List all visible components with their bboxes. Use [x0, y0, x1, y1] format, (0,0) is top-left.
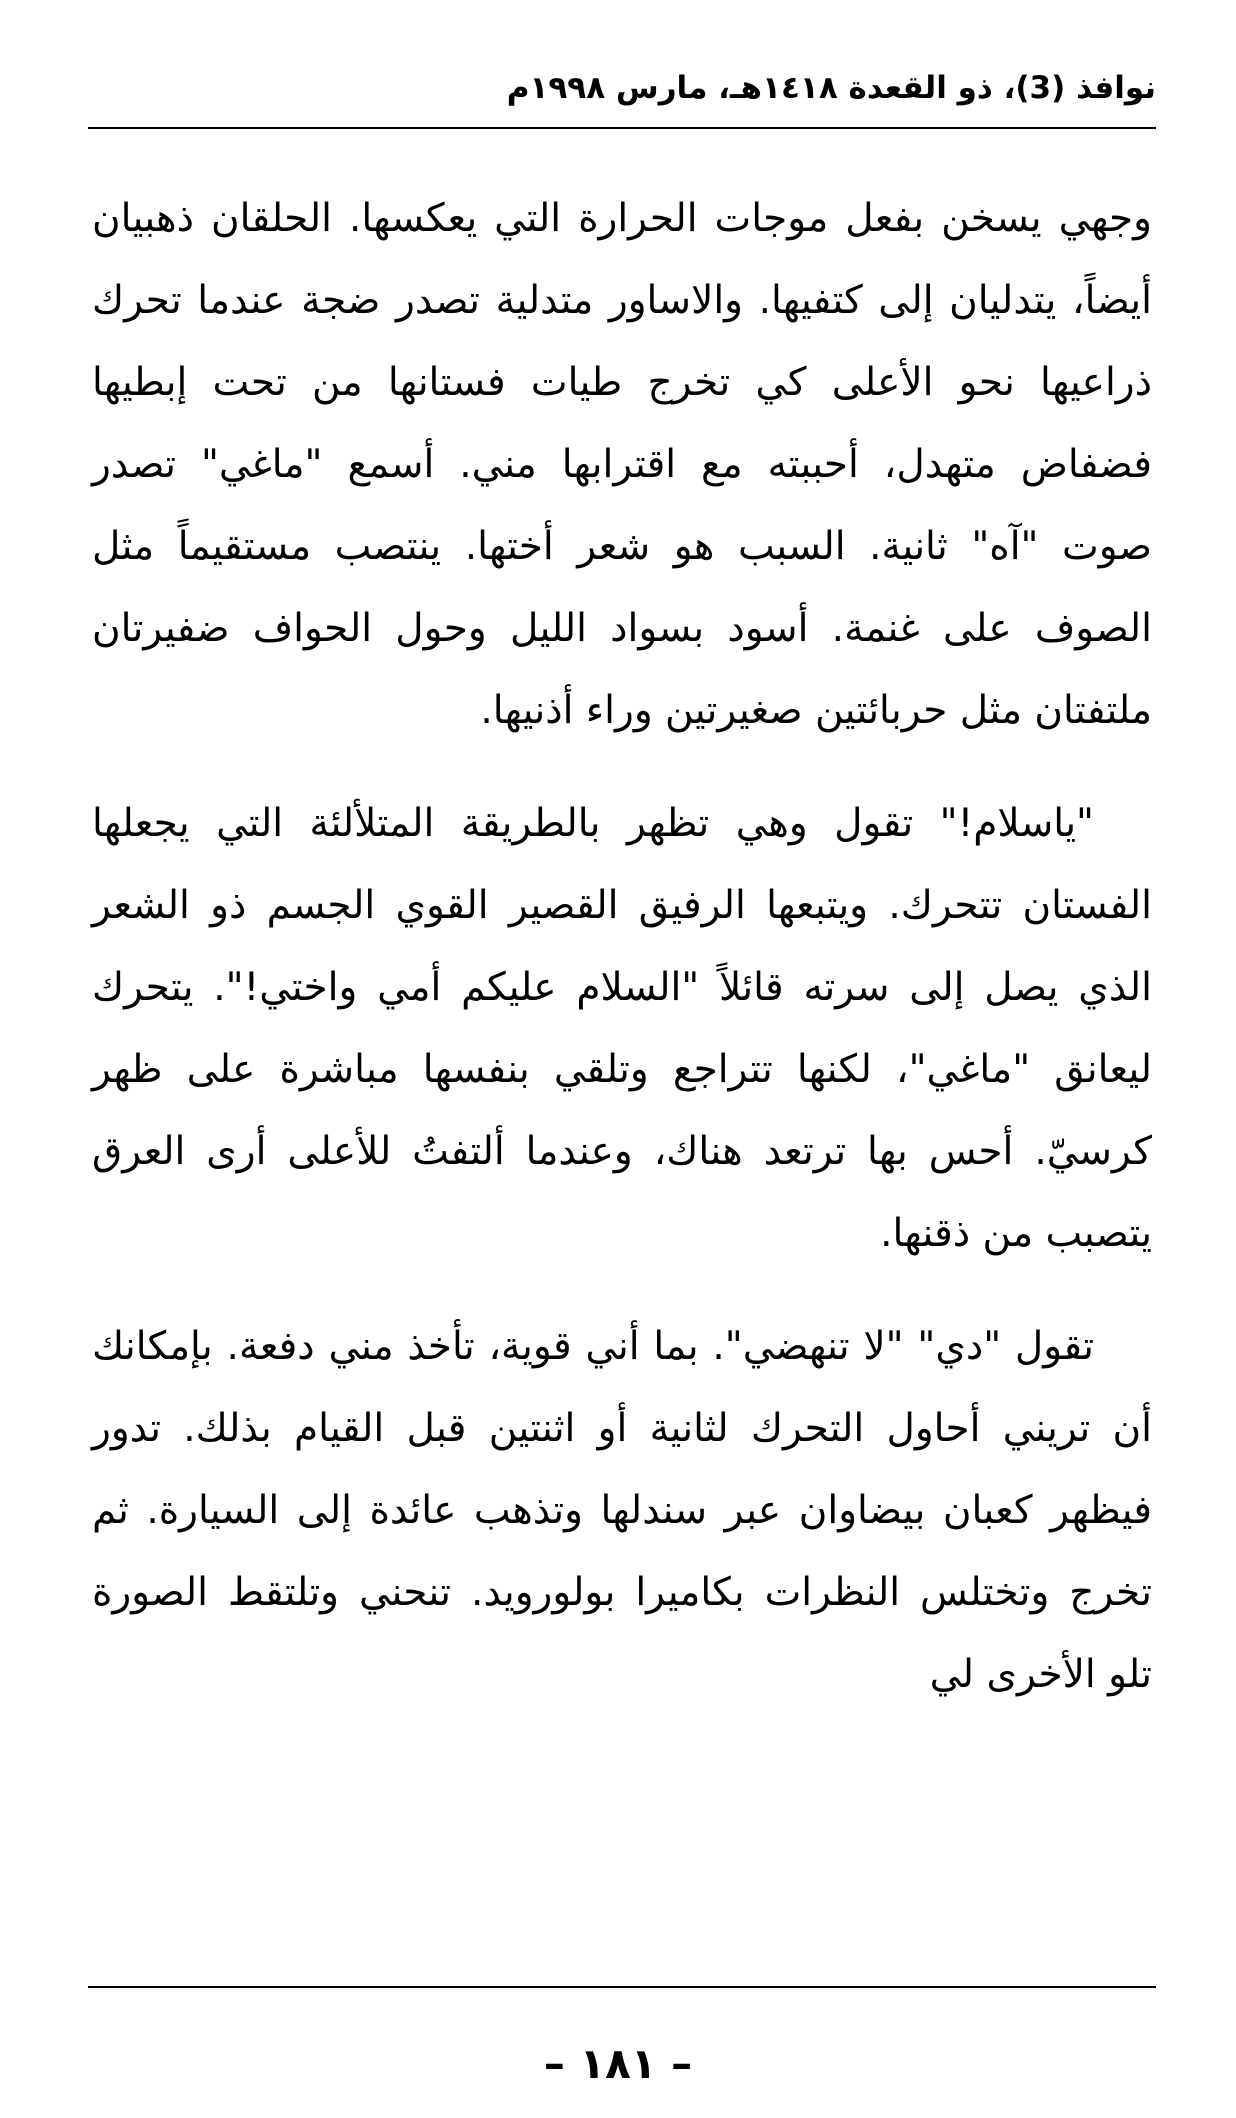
paragraph: وجهي يسخن بفعل موجات الحرارة التي يعكسها. الحلقان ذهبيان أيضاً، يتدليان إلى كتفيها. والاساور متدلية تصدر ضجة عندما تحرك ذراعيها نحو الأعلى كي تخرج طيات فستانها من تحت إبطيها فضفاض متهدل، أحببته مع اقترابها مني. أسمع "ماغي" تصدر صوت "آه" ثانية. السبب هو شعر أختها. ينتصب مستقيماً مثل الصوف على غنمة. أسود بسواد الليل وحول الحواف ضفيرتان ملتفتان مثل حربائتين صغيرتين وراء أذنيها.: [92, 196, 1152, 733]
footer-rule: [88, 1986, 1156, 1988]
body-text: [92, 178, 1152, 1716]
paragraph: "ياسلام!" تقول وهي تظهر بالطريقة المتلألئة التي يجعلها الفستان تتحرك. ويتبعها الرفيق القصير القوي الجسم ذو الشعر الذي يصل إلى سرته قائلاً "السلام عليكم أمي واختي!". يتحرك ليعانق "ماغي"، لكنها تتراجع وتلقي بنفسها مباشرة على ظهر كرسيّ. أحس بها ترتعد هناك، وعندما ألتفتُ للأعلى أرى العرق يتصبب من ذقنها.: [92, 801, 1152, 1256]
page-number: – ١٨١ –: [543, 2039, 693, 2088]
running-header: نوافذ (3)، ذو القعدة ١٤١٨هـ، مارس ١٩٩٨م: [506, 70, 1156, 106]
header-rule: [88, 127, 1156, 129]
paragraph: تقول "دي" "لا تنهضي". بما أني قوية، تأخذ مني دفعة. بإمكانك أن تريني أحاول التحرك لثانية أو اثنتين قبل القيام بذلك. تدور فيظهر كعبان بيضاوان عبر سندلها وتذهب عائدة إلى السيارة. ثم تخرج وتختلس النظرات بكاميرا بولورويد. تنحني وتلتقط الصورة تلو الأخرى لي: [92, 1324, 1152, 1697]
